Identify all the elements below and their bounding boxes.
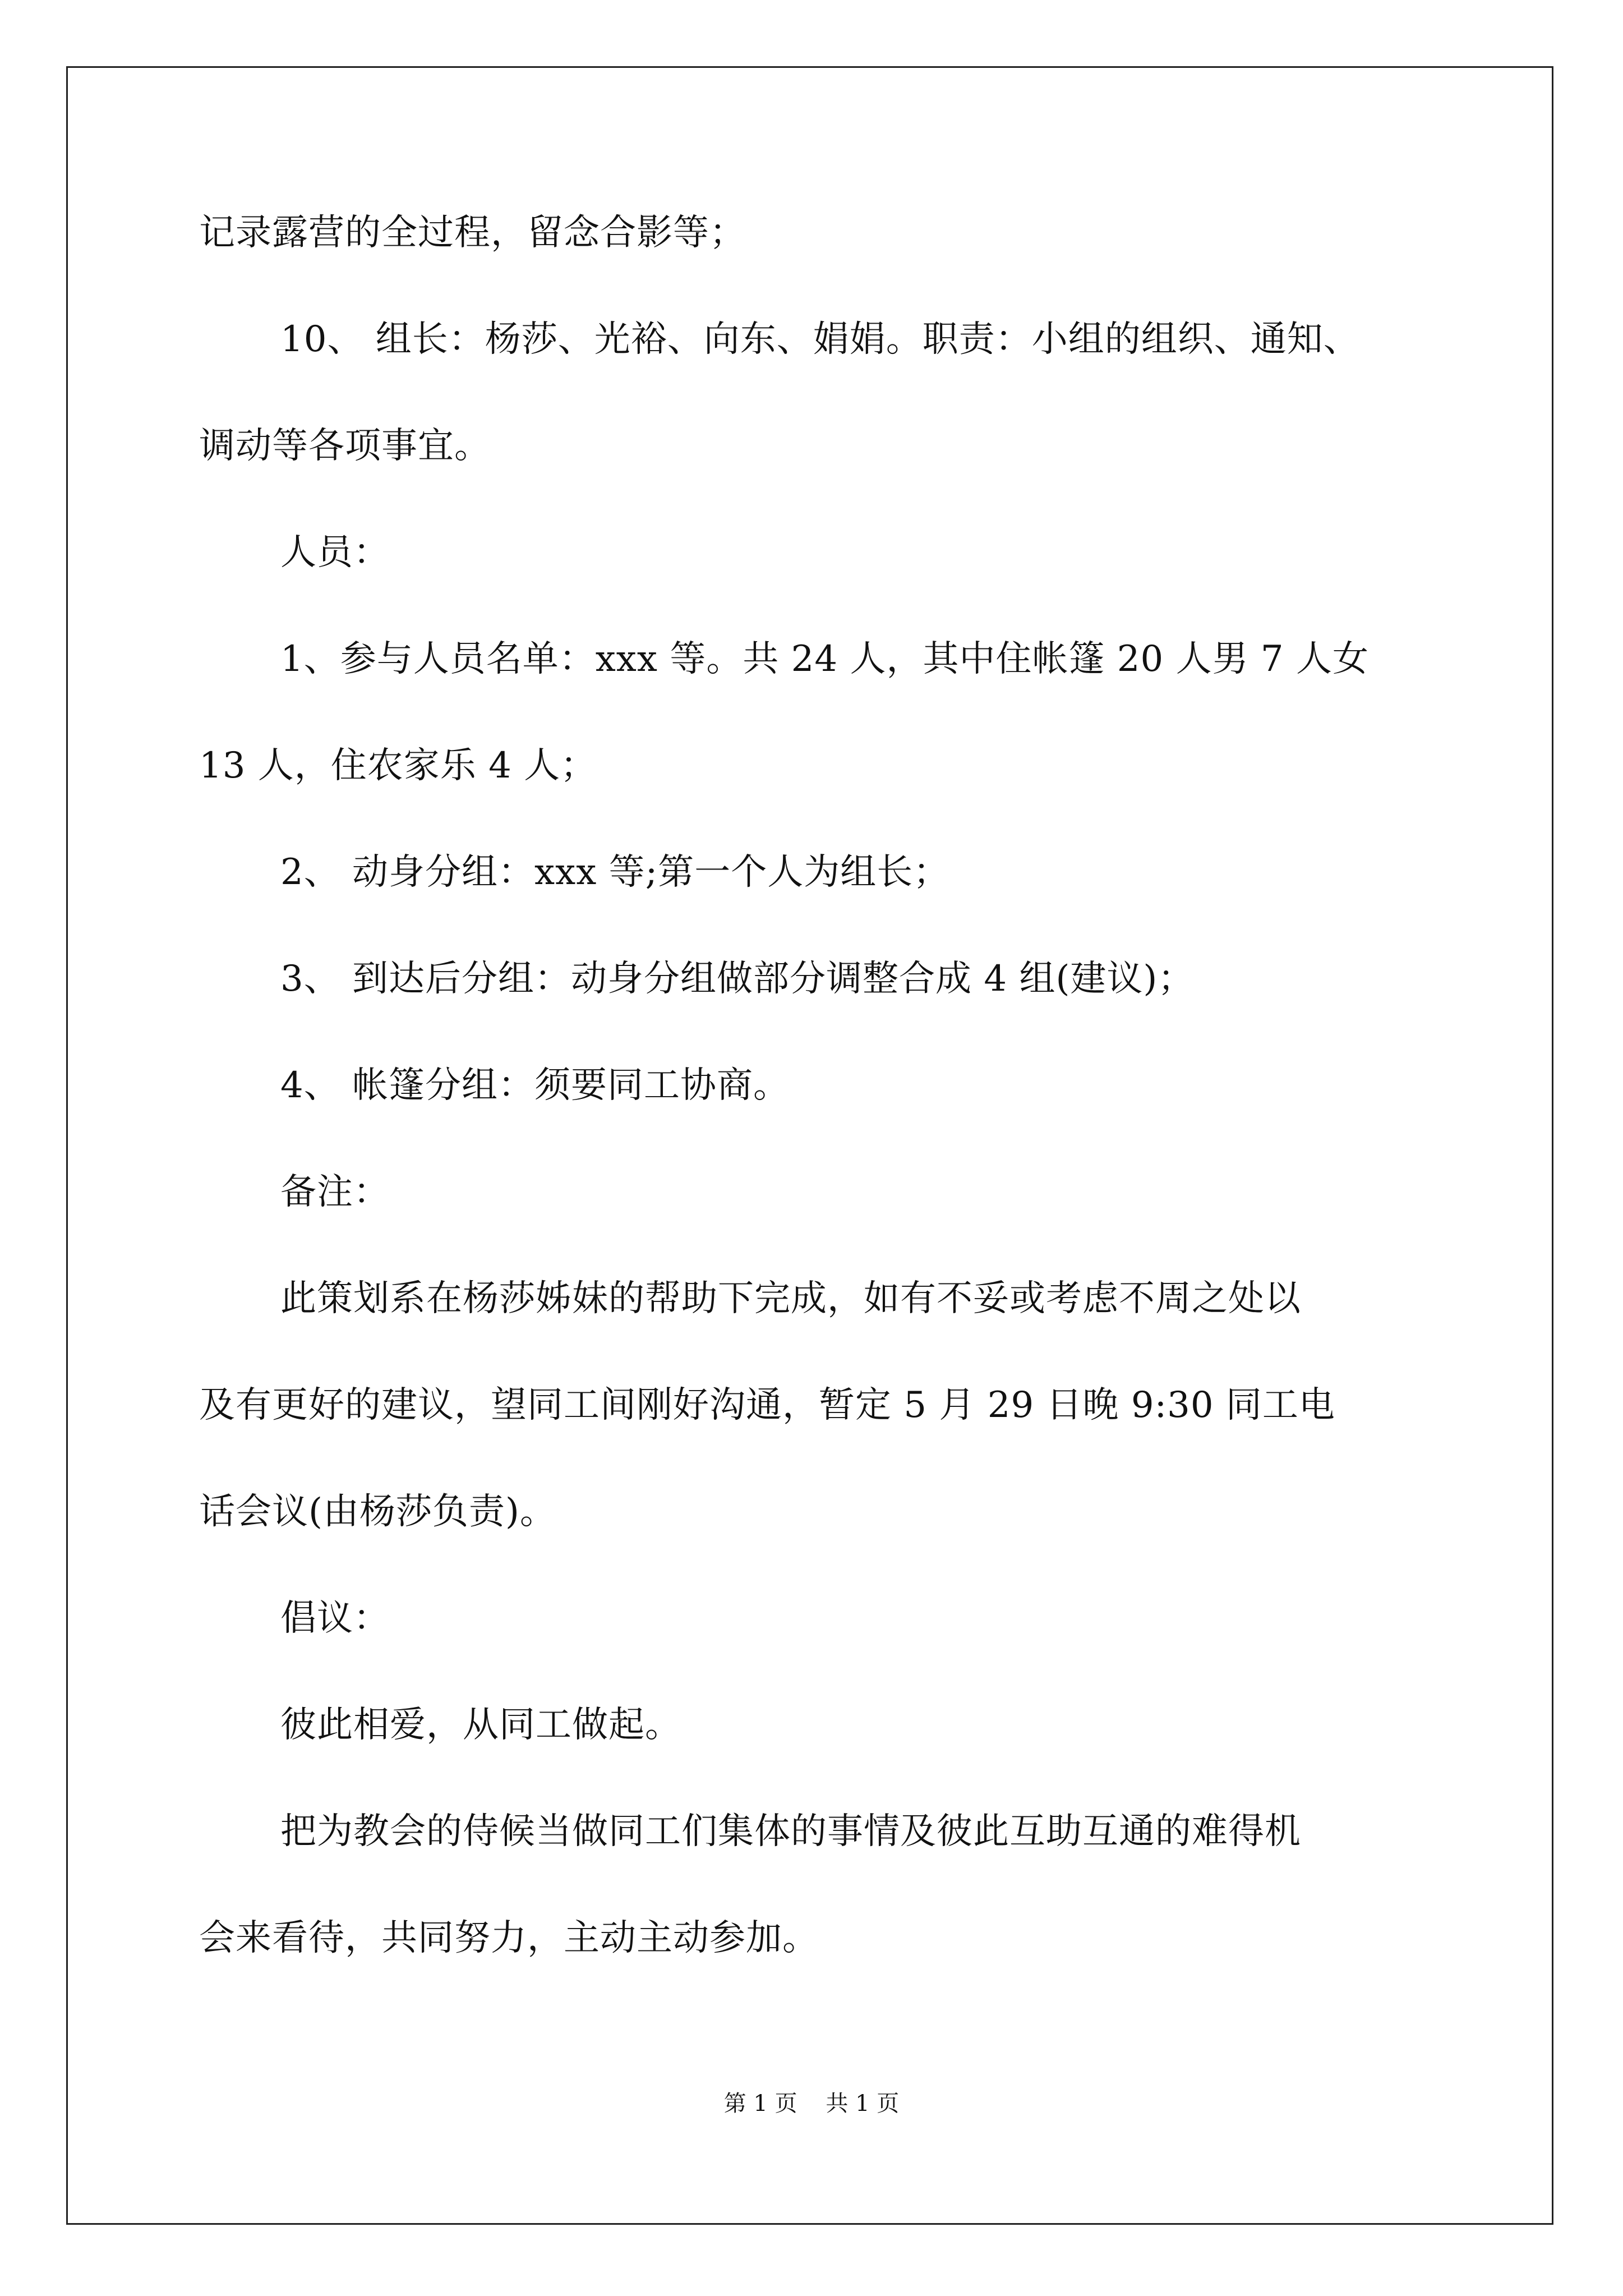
text-line: 记录露营的全过程，留念合影等； <box>199 212 746 254</box>
text-line: 彼此相爱，从同工做起。 <box>280 1704 681 1746</box>
page-border <box>66 66 1553 2225</box>
text-line: 话会议(由杨莎负责)。 <box>199 1491 556 1533</box>
section-heading: 人员： <box>280 532 390 573</box>
text-line: 2、 动身分组：xxx 等;第一个人为组长； <box>280 852 950 893</box>
section-heading: 倡议： <box>280 1598 390 1639</box>
text-line: 13 人，住农家乐 4 人； <box>199 745 597 786</box>
text-line: 把为教会的侍候当做同工们集体的事情及彼此互助互通的难得机 <box>280 1811 1301 1852</box>
section-heading: 备注： <box>280 1171 390 1213</box>
text-line: 此策划系在杨莎姊妹的帮助下完成，如有不妥或考虑不周之处以 <box>280 1278 1301 1319</box>
text-line: 会来看待，共同努力，主动主动参加。 <box>199 1917 819 1959</box>
text-line: 调动等各项事宜。 <box>199 425 491 467</box>
text-line: 10、 组长：杨莎、光裕、向东、娟娟。职责：小组的组织、通知、 <box>280 319 1360 360</box>
page-number: 第 1 页 共 1 页 <box>723 2091 900 2116</box>
text-line: 及有更好的建议，望同工间刚好沟通，暂定 5 月 29 日晚 9:30 同工电 <box>199 1384 1335 1426</box>
text-line: 3、 到达后分组：动身分组做部分调整合成 4 组(建议)； <box>280 958 1195 1000</box>
text-line: 4、 帐篷分组：须要同工协商。 <box>280 1065 790 1106</box>
text-line: 1、参与人员名单：xxx 等。共 24 人，其中住帐篷 20 人男 7 人女 <box>280 638 1369 680</box>
